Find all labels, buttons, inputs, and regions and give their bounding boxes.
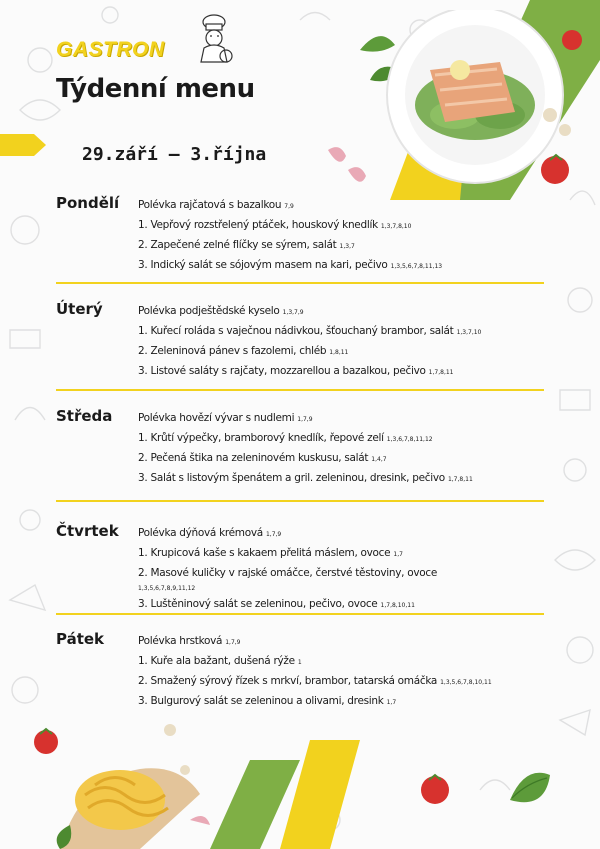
menu-line: 3. Luštěninový salát se zeleninou, pečivo, ovoce 1,7,8,10,11 <box>138 598 415 610</box>
allergen-codes: 1,7,9 <box>265 531 282 538</box>
menu-line: 1. Vepřový rozstřelený ptáček, houskový knedlík 1,3,7,8,10 <box>138 219 412 231</box>
allergen-codes: 1,3,7,9 <box>282 309 304 316</box>
separator-line <box>56 389 544 391</box>
menu-line: 2. Zeleninová pánev s fazolemi, chléb 1,8,11 <box>138 345 349 357</box>
menu-line: Polévka rajčatová s bazalkou 7,9 <box>138 199 294 211</box>
allergen-codes: 1,3,6,7,8,11,12 <box>386 436 433 443</box>
allergen-codes: 1,3,5,6,7,8,11,13 <box>390 263 443 270</box>
allergen-codes: 1,7,9 <box>225 639 241 646</box>
allergen-codes: 1,3,7,10 <box>456 329 482 336</box>
day-name: Pondělí <box>56 194 120 212</box>
day-name: Úterý <box>56 300 103 318</box>
allergen-codes: 1 <box>297 659 302 666</box>
menu-items <box>138 632 558 712</box>
menu-line: Polévka podještědské kyselo 1,3,7,9 <box>138 305 304 317</box>
page-title: Týdenní menu <box>56 74 255 104</box>
menu-line: 1. Krupicová kaše s kakaem přelitá máslem, ovoce 1,7 <box>138 547 403 559</box>
menu-line: 2. Masové kuličky v rajské omáčce, čerstvé těstoviny, ovoce <box>138 567 438 579</box>
menu-line: 2. Smažený sýrový řízek s mrkví, brambor, tatarská omáčka 1,3,5,6,7,8,10,11 <box>138 675 492 687</box>
allergen-codes: 1,8,11 <box>329 349 349 356</box>
green-yellow-stripe-bottom <box>200 740 380 849</box>
menu-line: Polévka hrstková 1,7,9 <box>138 635 241 647</box>
menu-line: 3. Indický salát se sójovým masem na kari, pečivo 1,3,5,6,7,8,11,13 <box>138 259 443 271</box>
allergen-codes: 1,7 <box>386 699 397 706</box>
allergen-codes: 1,4,7 <box>371 456 387 463</box>
menu-line: 3. Bulgurový salát se zeleninou a olivami, dresink 1,7 <box>138 695 397 707</box>
menu-items <box>138 409 558 489</box>
separator-line <box>56 282 544 284</box>
menu-items <box>138 196 558 276</box>
allergen-codes: 1,7,8,10,11 <box>380 602 415 609</box>
allergen-codes: 1,3,5,6,7,8,10,11 <box>440 679 492 686</box>
garlic-icon <box>318 140 378 190</box>
allergen-codes: 1,7 <box>393 551 403 558</box>
menu-line: Polévka hovězí vývar s nudlemi 1,7,9 <box>138 412 313 424</box>
menu-line: Polévka dýňová krémová 1,7,9 <box>138 527 282 539</box>
allergen-codes: 1,7,8,11 <box>428 369 454 376</box>
menu-line: 2. Zapečené zelné flíčky se sýrem, salát 1,3,7 <box>138 239 355 251</box>
menu-line: 3. Salát s listovým špenátem a gril. zeleninou, dresink, pečivo 1,7,8,11 <box>138 472 473 484</box>
day-name: Pátek <box>56 630 105 648</box>
menu-line: 1. Kuře ala bažant, dušená rýže 1 <box>138 655 302 667</box>
allergen-codes: 1,7,9 <box>297 416 313 423</box>
chef-icon <box>192 14 236 64</box>
day-name: Středa <box>56 407 113 425</box>
menu-line: 1. Krůtí výpečky, bramborový knedlík, řepové zelí 1,3,6,7,8,11,12 <box>138 432 433 444</box>
allergen-codes: 7,9 <box>284 203 294 210</box>
brand-logo: GASTRON <box>56 38 165 61</box>
menu-line: 3. Listové saláty s rajčaty, mozzarellou a bazalkou, pečivo 1,7,8,11 <box>138 365 454 377</box>
date-arrow-icon <box>0 134 46 156</box>
pasta-plate-illustration <box>350 10 600 200</box>
separator-line <box>56 613 544 615</box>
day-name: Čtvrtek <box>56 522 119 540</box>
allergen-codes: 1,3,5,6,7,8,9,11,12 <box>138 585 196 592</box>
menu-line: 2. Pečená štika na zeleninovém kuskusu, salát 1,4,7 <box>138 452 387 464</box>
allergen-codes: 1,3,7 <box>339 243 355 250</box>
separator-line <box>56 500 544 502</box>
date-range: 29.září – 3.října <box>82 144 267 165</box>
menu-line: 1. Kuřecí roláda s vaječnou nádivkou, šťouchaný brambor, salát 1,3,7,10 <box>138 325 482 337</box>
menu-items <box>138 524 558 615</box>
menu-items <box>138 302 558 382</box>
tagliatelle-spoon-illustration <box>20 710 220 849</box>
allergen-codes: 1,7,8,11 <box>447 476 473 483</box>
tomato-basil-illustration <box>400 760 600 849</box>
allergen-codes: 1,3,7,8,10 <box>380 223 412 230</box>
